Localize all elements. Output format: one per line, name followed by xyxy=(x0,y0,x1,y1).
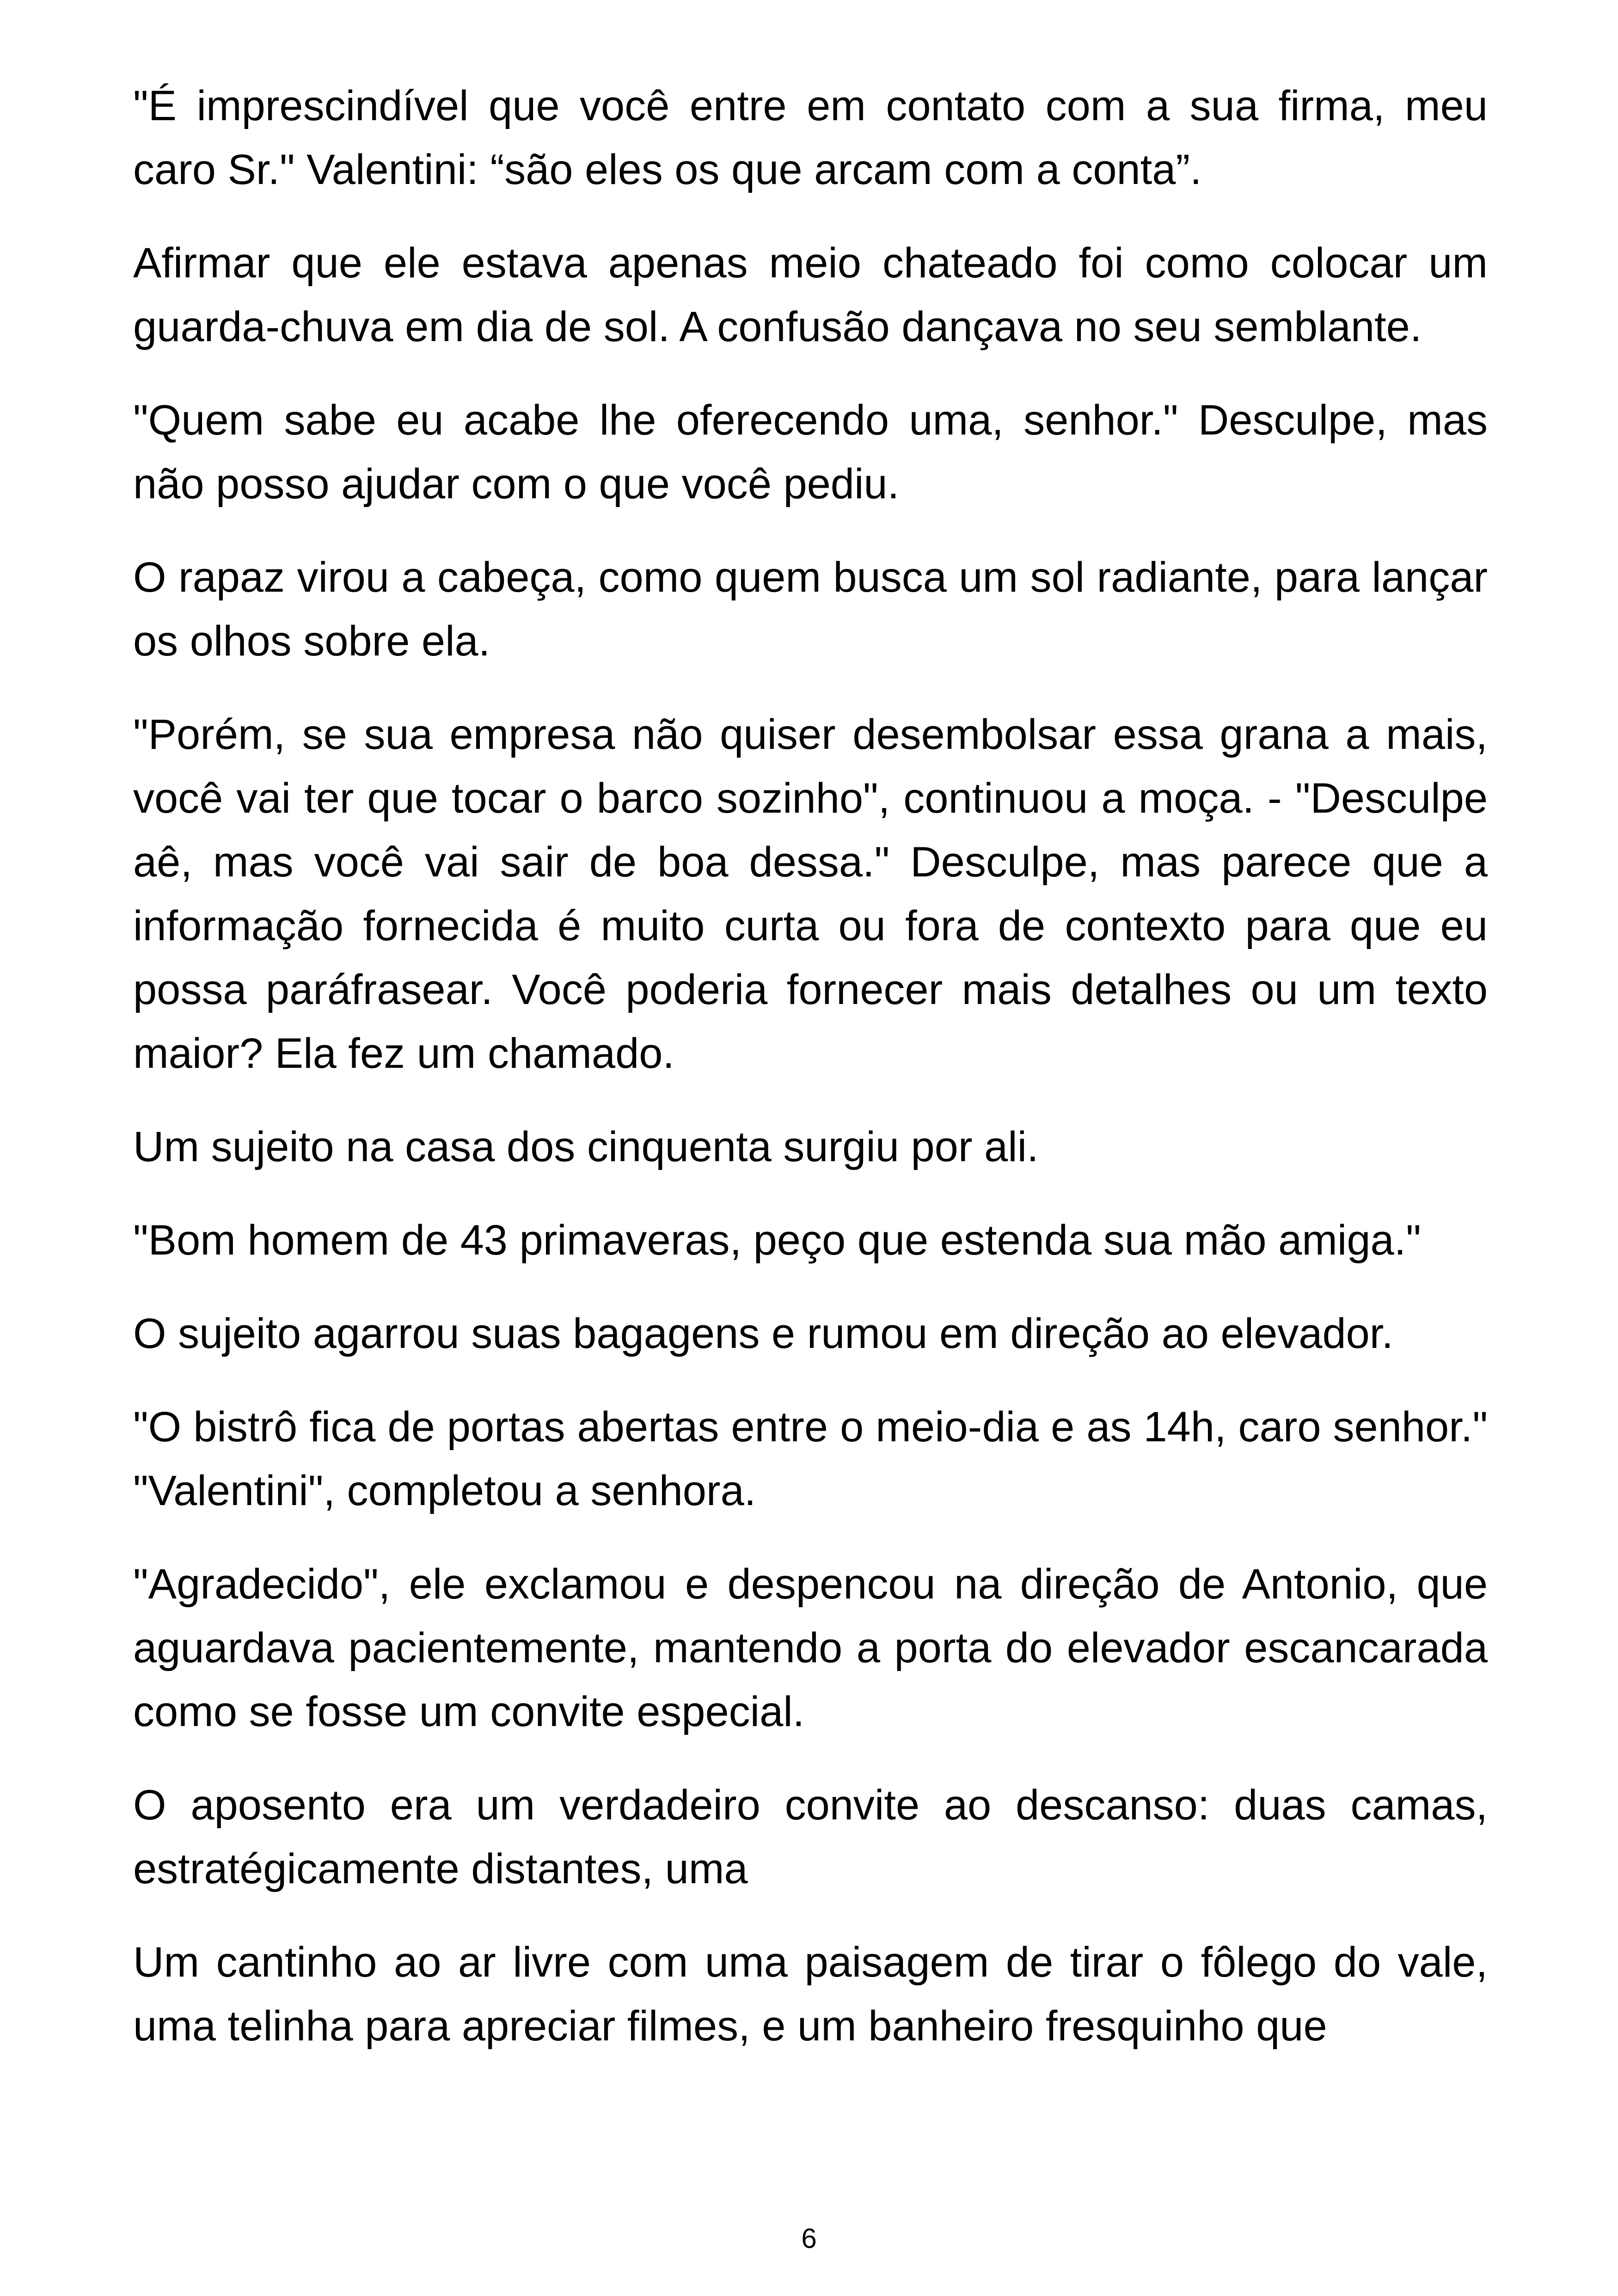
paragraph-8: O sujeito agarrou suas bagagens e rumou em direção ao elevador. xyxy=(133,1310,1393,1357)
paragraph-3: "Quem sabe eu acabe lhe oferecendo uma, senhor." Desculpe, mas não posso ajudar com o que você pediu. xyxy=(133,397,1488,508)
paragraph-11: O aposento era um verdadeiro convite ao descanso: duas camas, estratégicamente distantes, uma xyxy=(133,1782,1488,1892)
page-number: 6 xyxy=(801,2223,817,2254)
paragraph-6: Um sujeito na casa dos cinquenta surgiu por ali. xyxy=(133,1123,1039,1170)
paragraph-1: "É imprescindível que você entre em contato com a sua firma, meu caro Sr." Valentini: “são eles os que arcam com a conta”. xyxy=(133,82,1488,193)
paragraph-7: "Bom homem de 43 primaveras, peço que estenda sua mão amiga." xyxy=(133,1217,1421,1264)
paragraph-2: Afirmar que ele estava apenas meio chateado foi como colocar um guarda-chuva em dia de sol. A confusão dançava no seu semblante. xyxy=(133,239,1488,350)
paragraph-12: Um cantinho ao ar livre com uma paisagem de tirar o fôlego do vale, uma telinha para apreciar filmes, e um banheiro fresquinho que xyxy=(133,1939,1488,2050)
document-page-body xyxy=(133,74,1488,2088)
paragraph-9: "O bistrô fica de portas abertas entre o meio-dia e as 14h, caro senhor." "Valentini", completou a senhora. xyxy=(133,1403,1488,1514)
paragraph-10: "Agradecido", ele exclamou e despencou na direção de Antonio, que aguardava pacientemente, mantendo a porta do elevador escancarada como se fosse um convite especial. xyxy=(133,1561,1488,1735)
paragraph-5: "Porém, se sua empresa não quiser desembolsar essa grana a mais, você vai ter que tocar o barco sozinho", continuou a moça. - "Desculpe aê, mas você vai sair de boa dessa." Desculpe, mas parece que a informação fornecida é muito curta ou fora de contexto para que eu possa paráfrasear. Você poderia fornecer mais detalhes ou um texto maior? Ela fez um chamado. xyxy=(133,711,1488,1077)
paragraph-4: O rapaz virou a cabeça, como quem busca um sol radiante, para lançar os olhos sobre ela. xyxy=(133,554,1488,665)
